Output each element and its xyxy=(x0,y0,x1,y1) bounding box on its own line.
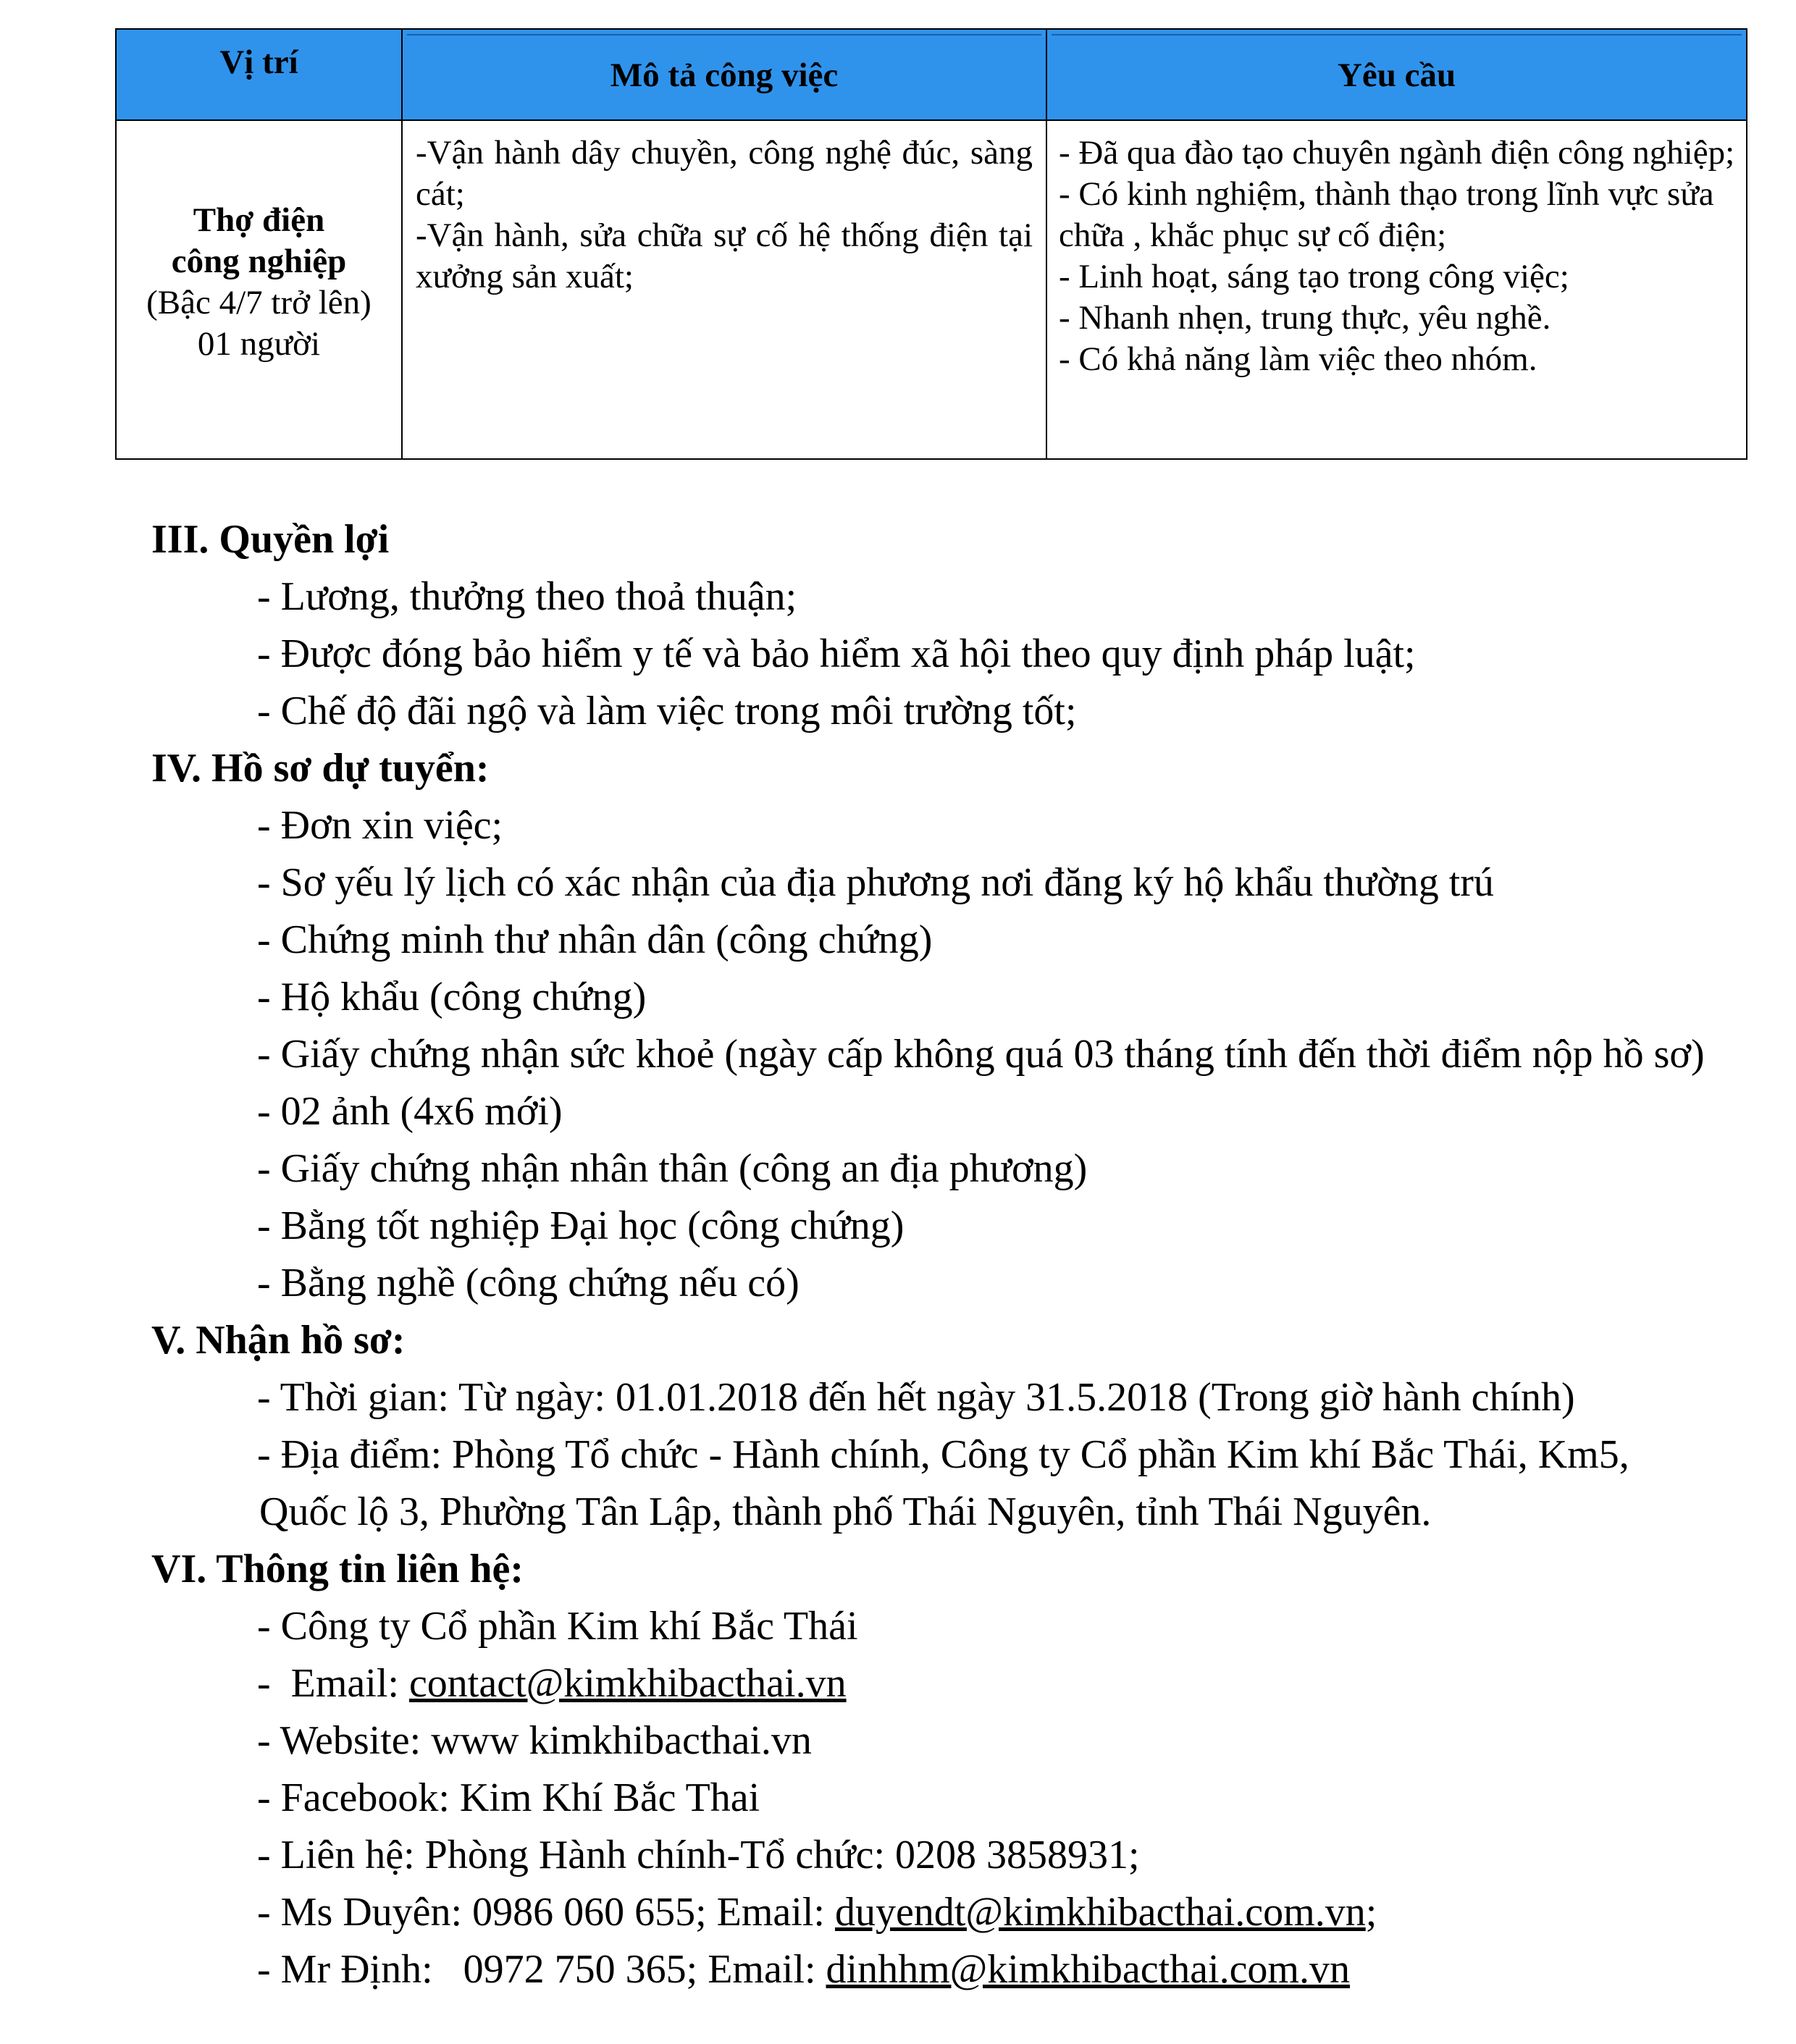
document-item: - 02 ảnh (4x6 mới) xyxy=(257,1089,563,1134)
submission-heading: V. Nhận hồ sơ: xyxy=(151,1318,406,1363)
description-item: -Vận hành, sửa chữa sự cố hệ thống điện tại xưởng sản xuất; xyxy=(416,216,1033,295)
submission-time: - Thời gian: Từ ngày: 01.01.2018 đến hết ngày 31.5.2018 (Trong giờ hành chính) xyxy=(257,1375,1575,1420)
requirement-item: - Đã qua đào tạo chuyên ngành điện công nghiệp; xyxy=(1059,134,1735,172)
description-item: -Vận hành dây chuyền, công nghệ đúc, sàng cát; xyxy=(416,134,1033,213)
header-requirements: Yêu cầu xyxy=(1046,29,1747,120)
position-level: (Bậc 4/7 trở lên) xyxy=(146,284,372,321)
contact-company: - Công ty Cổ phần Kim khí Bắc Thái xyxy=(257,1604,858,1649)
contact-email-line xyxy=(257,1660,847,1707)
requirement-item: - Có khả năng làm việc theo nhóm. xyxy=(1059,340,1537,378)
requirements-cell xyxy=(1046,120,1747,459)
requirement-item: - Linh hoạt, sáng tạo trong công việc; xyxy=(1059,258,1569,295)
position-count: 01 người xyxy=(197,325,321,363)
contact-heading: VI. Thông tin liên hệ: xyxy=(151,1547,524,1591)
contact-duyen-email-link[interactable]: duyendt@kimkhibacthai.com.vn xyxy=(834,1890,1366,1935)
benefits-heading: III. Quyền lợi xyxy=(151,517,390,562)
contact-phone: - Liên hệ: Phòng Hành chính-Tổ chức: 0208 3858931; xyxy=(257,1833,1140,1877)
document-item: - Bằng tốt nghiệp Đại học (công chứng) xyxy=(257,1203,905,1248)
benefit-item: - Lương, thưởng theo thoả thuận; xyxy=(257,574,797,619)
document-item: - Hộ khẩu (công chứng) xyxy=(257,975,647,1019)
description-cell xyxy=(402,120,1046,459)
contact-duyen-suffix: ; xyxy=(1365,1890,1377,1935)
document-item: - Chứng minh thư nhân dân (công chứng) xyxy=(257,917,933,962)
header-description: Mô tả công việc xyxy=(402,29,1046,120)
benefit-item: - Chế độ đãi ngộ và làm việc trong môi trường tốt; xyxy=(257,689,1077,733)
document-item: - Sơ yếu lý lịch có xác nhận của địa phương nơi đăng ký hộ khẩu thường trú xyxy=(257,860,1494,905)
contact-website: - Website: www kimkhibacthai.vn xyxy=(257,1718,812,1763)
contact-email-link[interactable]: contact@kimkhibacthai.vn xyxy=(408,1661,847,1706)
job-table xyxy=(115,28,1747,460)
document-item: - Đơn xin việc; xyxy=(257,803,503,848)
submission-location: - Địa điểm: Phòng Tổ chức - Hành chính, Công ty Cổ phần Kim khí Bắc Thái, Km5, xyxy=(257,1432,1629,1477)
contact-facebook: - Facebook: Kim Khí Bắc Thai xyxy=(257,1775,760,1820)
contact-dinh-line xyxy=(257,1946,1350,1993)
contact-dinh-label: - Mr Định: 0972 750 365; Email: xyxy=(257,1947,826,1992)
benefit-item: - Được đóng bảo hiểm y tế và bảo hiểm xã hội theo quy định pháp luật; xyxy=(257,631,1416,676)
contact-dinh-email-link[interactable]: dinhhm@kimkhibacthai.com.vn xyxy=(826,1947,1350,1992)
document-item: - Bằng nghề (công chứng nếu có) xyxy=(257,1261,800,1305)
contact-duyen-line xyxy=(257,1889,1377,1935)
position-title-line: công nghiệp xyxy=(171,243,347,280)
position-title-line: Thợ điện xyxy=(193,201,325,239)
document-item: - Giấy chứng nhận nhân thân (công an địa phương) xyxy=(257,1146,1088,1191)
contact-email-label: - Email: xyxy=(257,1661,409,1706)
requirement-item: - Có kinh nghiệm, thành thạo trong lĩnh vực sửa chữa , khắc phục sự cố điện; xyxy=(1059,175,1714,254)
documents-heading: IV. Hồ sơ dự tuyển: xyxy=(151,746,490,791)
contact-duyen-label: - Ms Duyên: 0986 060 655; Email: xyxy=(257,1890,835,1935)
document-item: - Giấy chứng nhận sức khoẻ (ngày cấp không quá 03 tháng tính đến thời điểm nộp hồ sơ) xyxy=(257,1032,1705,1077)
header-position: Vị trí xyxy=(116,29,402,120)
table-header-row xyxy=(116,29,1747,120)
requirement-item: - Nhanh nhẹn, trung thực, yêu nghề. xyxy=(1059,299,1551,337)
position-cell xyxy=(116,120,402,459)
table-row xyxy=(116,120,1747,459)
submission-location-continued: Quốc lộ 3, Phường Tân Lập, thành phố Thái Nguyên, tỉnh Thái Nguyên. xyxy=(259,1489,1432,1534)
